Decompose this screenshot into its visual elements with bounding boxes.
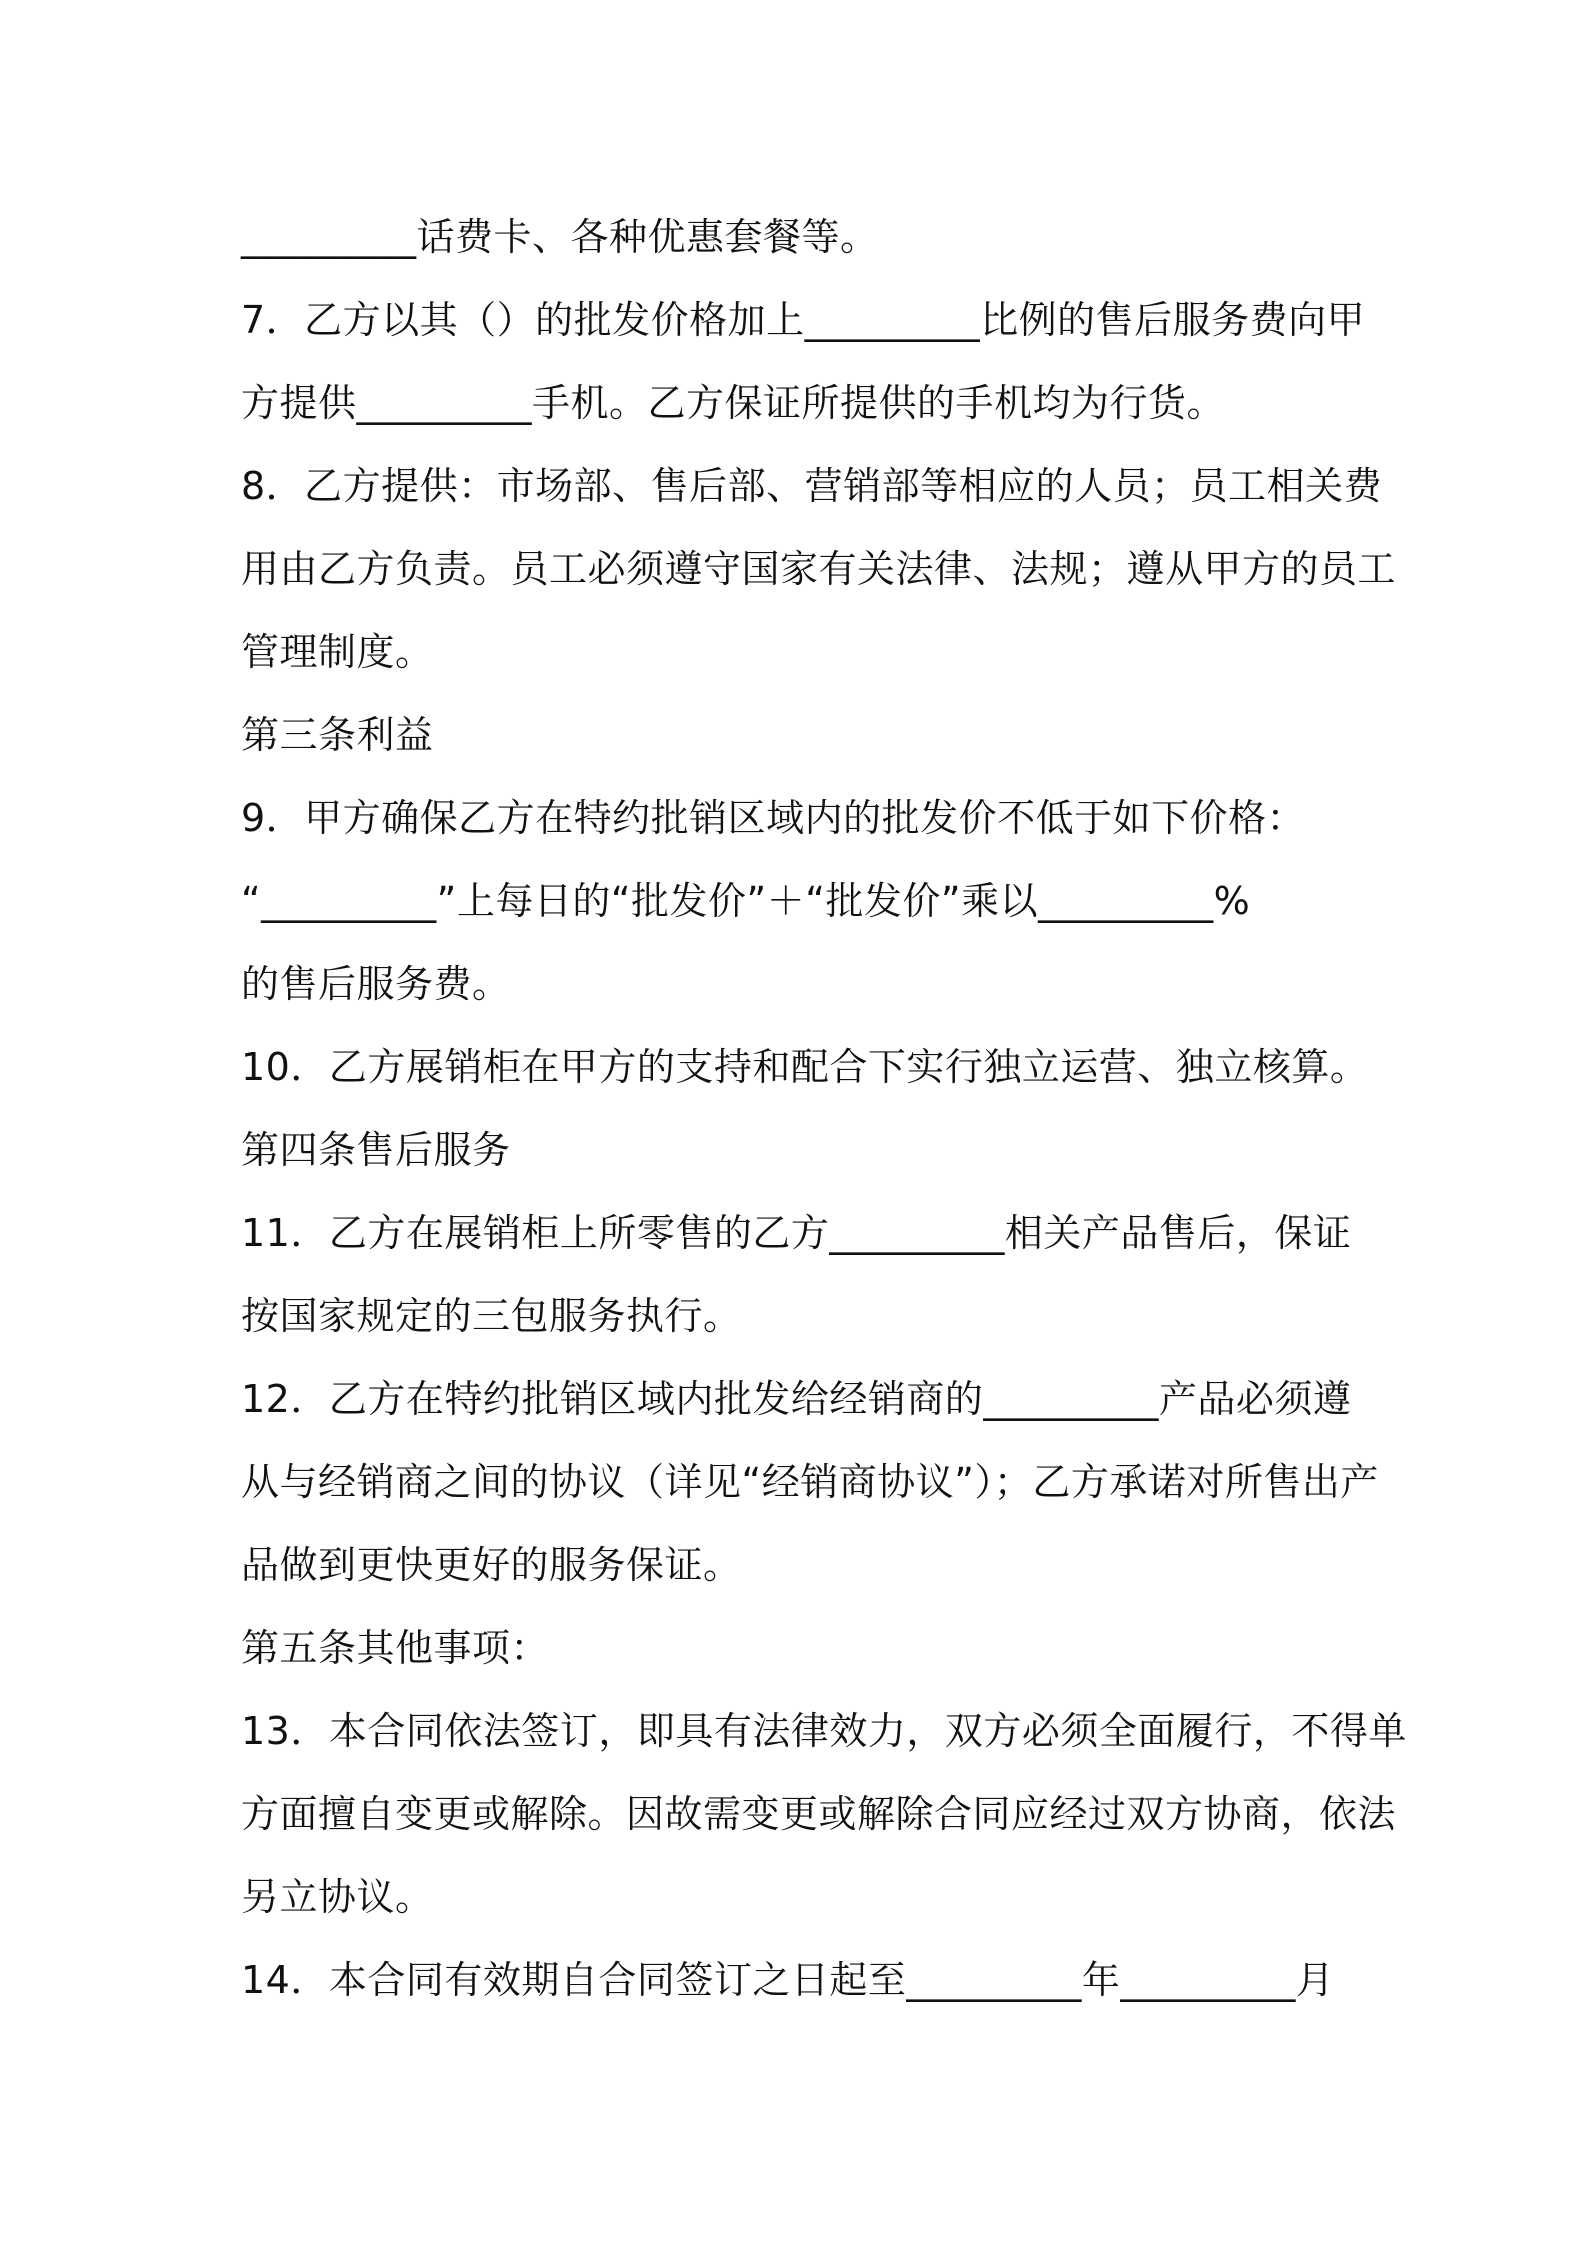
text-line: _________话费卡、各种优惠套餐等。 <box>241 215 879 259</box>
clause-7-line-1: 7．乙方以其（）的批发价格加上_________比例的售后服务费向甲 <box>241 298 1366 342</box>
clause-11-line-1: 11．乙方在展销柜上所零售的乙方_________相关产品售后，保证 <box>241 1211 1352 1255</box>
clause-13-line-1: 13．本合同依法签订，即具有法律效力，双方必须全面履行，不得单 <box>241 1709 1407 1753</box>
clause-9-line-1: 9．甲方确保乙方在特约批销区域内的批发价不低于如下价格： <box>241 796 1306 840</box>
clause-14-line-1: 14．本合同有效期自合同签订之日起至_________年_________月 <box>241 1958 1335 2002</box>
contract-body <box>241 196 1407 2022</box>
clause-13-line-3: 另立协议。 <box>241 1875 434 1919</box>
clause-12-line-3: 品做到更快更好的服务保证。 <box>241 1543 742 1587</box>
clause-11-line-2: 按国家规定的三包服务执行。 <box>241 1294 742 1338</box>
clause-7-line-2: 方提供_________手机。乙方保证所提供的手机均为行货。 <box>241 381 1226 425</box>
clause-9-line-2: “_________”上每日的“批发价”＋“批发价”乘以_________% <box>241 879 1251 923</box>
clause-8-line-1: 8．乙方提供：市场部、售后部、营销部等相应的人员；员工相关费 <box>241 464 1383 508</box>
clause-13-line-2: 方面擅自变更或解除。因故需变更或解除合同应经过双方协商，依法 <box>241 1792 1397 1836</box>
clause-8-line-2: 用由乙方负责。员工必须遵守国家有关法律、法规；遵从甲方的员工 <box>241 547 1397 591</box>
section-heading-3: 第三条利益 <box>241 713 434 757</box>
clause-10-line-1: 10．乙方展销柜在甲方的支持和配合下实行独立运营、独立核算。 <box>241 1045 1369 1089</box>
clause-8-line-3: 管理制度。 <box>241 630 434 674</box>
section-heading-4: 第四条售后服务 <box>241 1128 511 1172</box>
clause-9-line-3: 的售后服务费。 <box>241 962 511 1006</box>
clause-12-line-1: 12．乙方在特约批销区域内批发给经销商的_________产品必须遵 <box>241 1377 1352 1421</box>
section-heading-5: 第五条其他事项： <box>241 1626 550 1670</box>
clause-12-line-2: 从与经销商之间的协议（详见“经销商协议”）；乙方承诺对所售出产 <box>241 1460 1379 1504</box>
